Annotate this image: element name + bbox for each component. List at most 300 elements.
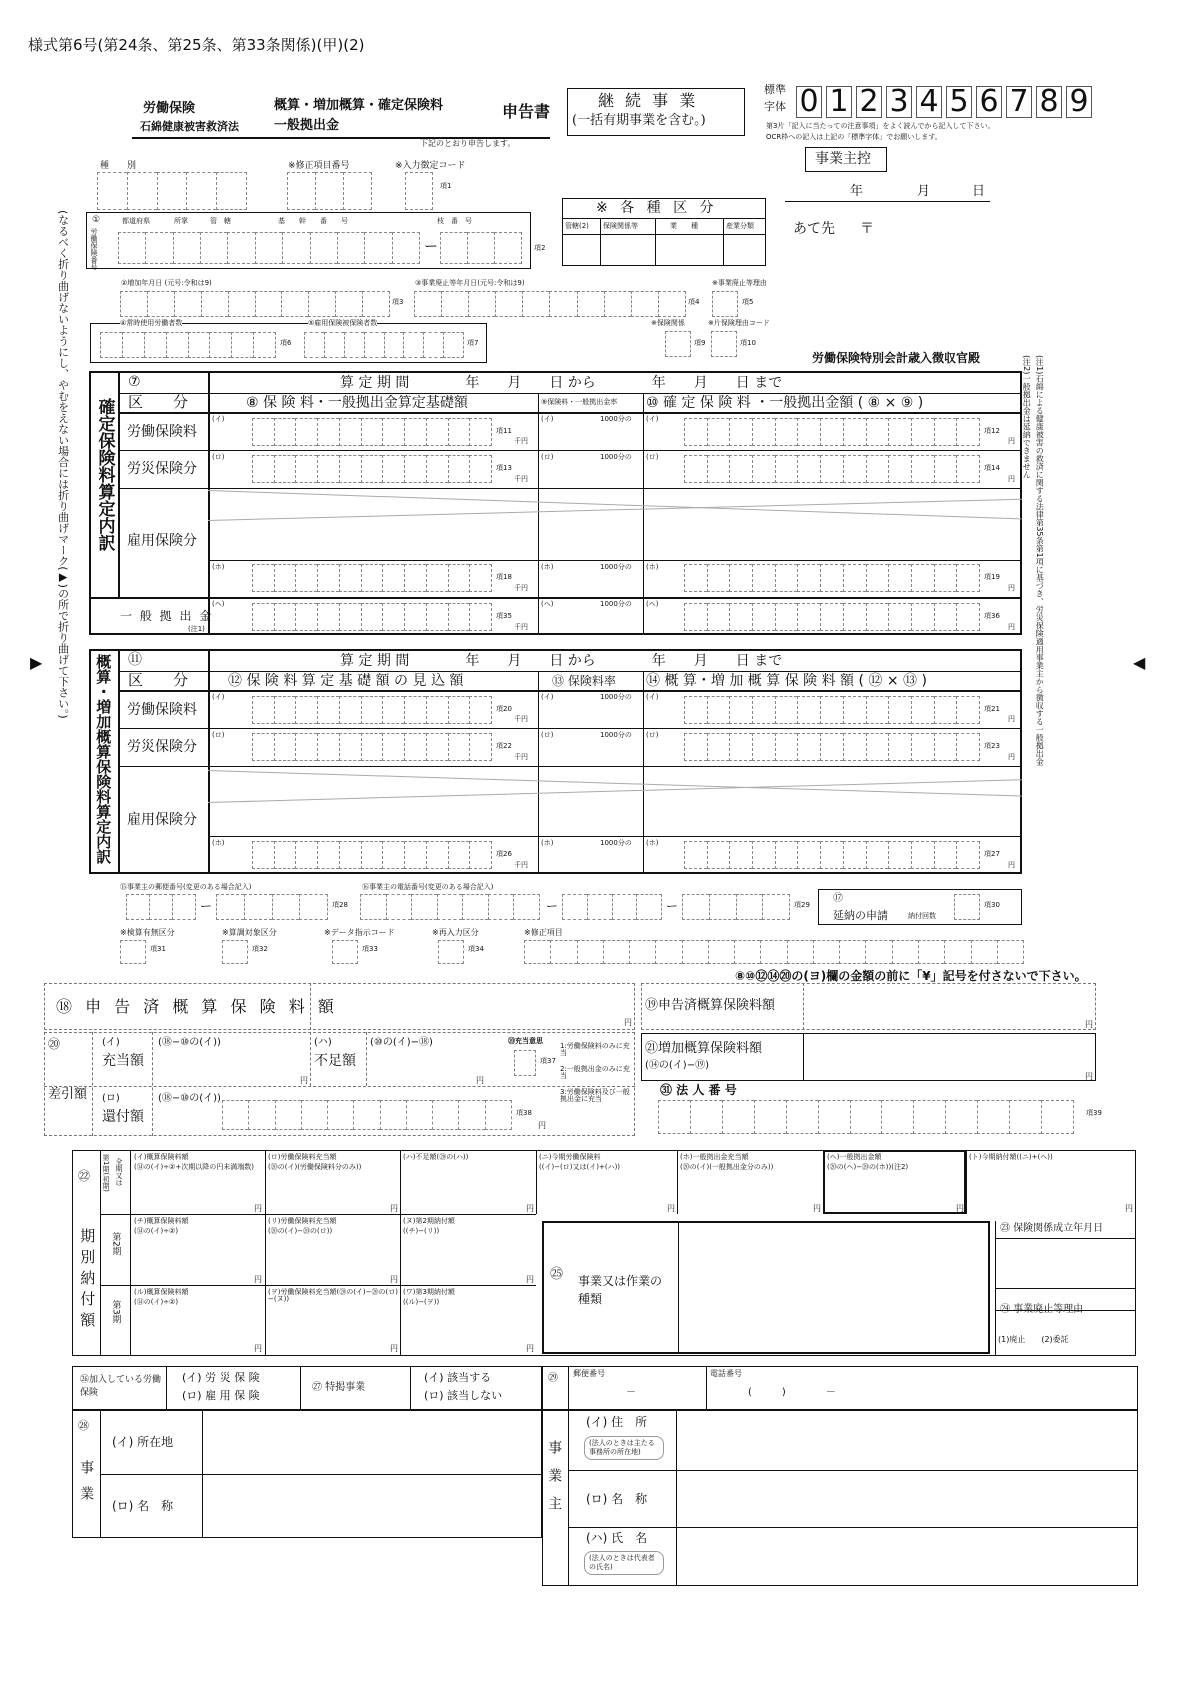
thousand-yen: 千円 [514,584,528,592]
workers-input[interactable] [100,332,276,358]
yen: 円 [667,1204,675,1213]
p1-col-1-title: (イ)概算保険料額 [134,1153,189,1161]
yen: 円 [526,1204,534,1213]
row-mark: (イ) [541,415,554,423]
std-digit: 6 [976,86,1002,118]
std-digit: 8 [1036,86,1062,118]
confirmed-col9: ⑨保険料・一般拠出金率 [541,398,618,406]
input-code-input[interactable] [405,172,433,210]
confirmed-base-input[interactable] [252,455,492,483]
rate-label: 1000分の [600,839,632,847]
header-submit-note: 下記のとおり申告します。 [420,139,516,148]
yen: 円 [1125,1204,1133,1213]
row-mark: (ヘ) [541,600,554,608]
item-5: 項5 [742,298,754,306]
item-34: 項34 [468,945,484,953]
row-mark: (ロ) [646,731,659,739]
row-mark: (ヘ) [212,600,225,608]
jur2-label: 管 轄 [210,217,231,225]
labor-no-label: 労働保険番号 [90,228,99,270]
header-type-2: 一般拠出金 [274,118,340,133]
item-33: 項33 [362,945,378,953]
corr-item-label: ※修正項目 [524,928,563,937]
confirmed-col7b: 区 分 [128,393,189,411]
insured-label: ⑤雇用保険被保険者数 [308,319,378,327]
cat-col-4: 産業分類 [726,222,754,230]
intent-opt-2: 2:一般拠出金のみに充当 [560,1065,630,1080]
data-code-input[interactable] [332,940,358,964]
std-digit: 0 [796,86,822,118]
row-mark: (ロ) [212,731,225,739]
input-code-label: ※入力徴定コード [395,161,466,171]
date-year: 年 [850,184,864,199]
item-label: 項11 [496,427,512,435]
item-1: 項1 [440,182,452,190]
thousand-yen: 千円 [514,475,528,483]
intent-input[interactable] [514,1050,536,1076]
correction-no-label: ※修正項目番号 [288,161,350,171]
item-31: 項31 [150,945,166,953]
estimated-base-input[interactable] [252,696,492,724]
cat-col-1: 管轄(2) [565,222,589,230]
p1-col-5-formula: (⑳の(イ)(一般拠出金分のみ)) [680,1163,774,1171]
p3-col-3-formula: ((ル)−(ヲ)) [403,1298,440,1306]
yen: 円 [390,1344,398,1353]
est-date-label: ㉓ 保険関係成立年月日 [1000,1223,1104,1234]
dash: ー [200,899,213,913]
item-label: 項36 [984,612,1000,620]
yen: 円 [624,1018,632,1027]
item-39: 項39 [1086,1109,1102,1117]
item-6: 項6 [280,339,292,347]
side-note-right-1: (注1)石綿による健康被害の救済に関する法律第35条第1項に基づき、労災保険適用事業主から徴収する一般拠出金 [1035,355,1045,766]
formula-ro: (⑱−⑩の(イ)) [158,1093,221,1104]
intent-label: ⑳充当意思 [508,1037,543,1045]
calc-target-input[interactable] [222,940,248,964]
estimated-period: 算 定 期 間 年 月 日 から 年 月 日 まで [340,653,783,669]
item-label: 項26 [496,850,512,858]
item-7: 項7 [467,339,479,347]
owner-label: 事業主 [546,1440,563,1524]
yen: 円 [538,1121,546,1130]
item-28: 項28 [332,901,348,909]
general-note: (注1) [188,625,205,633]
diff-no: ⑳ [48,1037,61,1051]
period3-label: 第3期 [110,1300,121,1324]
yen-note: ⑧⑩⑫⑭⑳の(ヨ)欄の金額の前に「¥」記号を付さないで下さい。 [735,969,1087,983]
owner-person-label: (ハ) 氏 名 [586,1531,648,1545]
estimated-title: 概算・増加概算保険料算定内訳 [94,654,113,864]
cat-col-3: 業 種 [670,222,698,230]
formula-ha: (⑩の(イ)−⑱) [370,1037,433,1048]
yen: 円 [1008,475,1015,483]
confirmed-amount-input[interactable] [684,418,980,446]
row-mark: (イ) [212,693,225,701]
declared19-label: ⑲申告済概算保険料額 [645,998,776,1013]
item-4: 項4 [688,298,700,306]
row-mark: (ロ) [212,453,225,461]
item-38: 項38 [516,1109,532,1117]
branch-no-input[interactable] [440,232,522,264]
row-mark: (ホ) [212,839,225,847]
joined-label[interactable]: ㉖加入している労働保険 [80,1375,162,1398]
installments-no: ㉒ [78,1169,91,1183]
name-label: (ロ) 名 称 [112,1499,174,1513]
yen: 円 [1008,437,1015,445]
p1-col-6-title: (ヘ)一般拠出金額 [827,1153,882,1161]
item-label: 項12 [984,427,1000,435]
closure-date-input[interactable] [414,291,686,317]
thousand-yen: 千円 [514,715,528,723]
jurisdiction-label: 所掌 [174,217,188,225]
item-2: 項2 [534,244,546,252]
yen: 円 [526,1344,534,1353]
item-10: 項10 [740,339,756,347]
estimated-col13: ⑬ 保険料率 [552,674,616,688]
p2-col-1-formula: (⑭の(イ)÷②) [134,1227,179,1235]
rate-label: 1000分の [600,600,632,608]
labor-no-circle: ① [92,215,101,225]
yen: 円 [1085,1072,1093,1081]
std-digit: 7 [1006,86,1032,118]
item-29: 項29 [794,901,810,909]
confirmed-row-label: 労災保険分 [127,461,197,477]
business-no: ㉘ [78,1419,89,1432]
std-digit: 4 [916,86,942,118]
business-type: 継 続 事 業 [598,91,699,110]
item-label: 項23 [984,742,1000,750]
p1-col-7-title: (ト)今期納付額((ニ)+(ヘ)) [969,1153,1053,1161]
general-amount-input[interactable] [684,603,980,631]
yen: 円 [476,1076,484,1085]
business-label: 事業 [78,1460,95,1512]
p1-col-1-formula: (⑭の(イ)÷②+次期以降の円未満端数) [134,1163,254,1171]
item-label: 項27 [984,850,1000,858]
postal-change-input-b[interactable] [216,894,328,920]
date-day: 日 [972,184,986,199]
postal-change-label: ⑮事業主の郵便番号(変更のある場合記入) [120,883,252,891]
corp-no-label: ㉛ 法 人 番 号 [660,1083,737,1097]
phone-mask: ( ) － [748,1387,836,1398]
applied-label: 充当額 [102,1053,144,1069]
yen: 円 [254,1275,262,1284]
special-opt-i[interactable]: (イ) 該当する [424,1371,492,1384]
postal-mark: 〒 [860,221,874,237]
item-37: 項37 [540,1057,556,1065]
p1-col-3-title: (ハ)不足額(⑳の(ハ)) [403,1153,469,1161]
confirmed-period: 算 定 期 間 年 月 日 から 年 月 日 まで [340,375,783,391]
increase21-formula: (⑭の(イ)−⑲) [645,1060,709,1071]
row-mark: (イ) [646,693,659,701]
estimated-base-input[interactable] [252,841,492,869]
thousand-yen: 千円 [514,753,528,761]
row-mark: (ホ) [541,563,554,571]
row-mark: (ホ) [646,563,659,571]
workers-label: ④常時使用労働者数 [120,319,183,327]
std-digit: 5 [946,86,972,118]
business-type-sub: (一括有期事業を含む。) [572,113,706,128]
special-label: ㉗ 特掲事業 [312,1382,366,1393]
estimated-col14: ⑭ 概 算・増 加 概 算 保 険 料 額 ( ⑫ × ⑬ ) [646,673,927,689]
row-mark: (ヘ) [646,600,659,608]
item-label: 項18 [496,573,512,581]
phone-change-input-c[interactable] [682,894,790,920]
shortage-label: 不足額 [314,1053,356,1069]
reinput-label: ※再入力区分 [432,928,479,937]
item-label: 項21 [984,705,1000,713]
header-type-1: 概算・増加概算・確定保険料 [274,98,444,113]
yen: 円 [1008,584,1015,592]
estimated-row-label: 労働保険料 [127,702,197,718]
kind-input[interactable] [97,172,247,210]
yen: 円 [813,1204,821,1213]
closure-reason-input[interactable] [712,291,738,317]
item-label: 項22 [496,742,512,750]
rate-label: 1000分の [600,453,632,461]
deferral-count: 納付回数 [908,912,936,920]
yen: 円 [390,1204,398,1213]
row-mark: (ホ) [541,839,554,847]
item-label: 項14 [984,464,1000,472]
std-digit: 1 [826,86,852,118]
p1-col-2-formula: (⑳の(イ)(労働保険料分のみ)) [268,1163,362,1171]
date-month: 月 [917,184,931,199]
p3-col-3-title: (ワ)第3期納付額 [403,1288,455,1296]
thousand-yen: 千円 [514,861,528,869]
estimated-amount-input[interactable] [684,841,980,869]
rate-label: 1000分の [600,731,632,739]
owner-addr-note: (法人のときは主たる事務所の所在地) [584,1436,664,1460]
std-label-2: 字体 [764,100,786,113]
item-label: 項35 [496,612,512,620]
yen: 円 [300,1076,308,1085]
declared-label: ⑱ 申 告 済 概 算 保 険 料 額 [56,997,338,1016]
category-title: ※ 各 種 区 分 [596,200,718,216]
row-mark: (イ) [541,693,554,701]
closure-label: ㉔ 事業廃止等理由 [1000,1304,1084,1315]
owner-person-note: (法人のときは代表者の氏名) [584,1551,664,1575]
p2-col-3-formula: ((チ)−(リ)) [403,1227,440,1235]
period1b-label: 全期又は [115,1158,124,1186]
calc-target-label: ※算調対象区分 [222,928,277,937]
audit-label: ※検算有無区分 [120,928,175,937]
confirmed-amount-input[interactable] [684,564,980,592]
postal-change-input-a[interactable] [126,894,196,920]
std-digit: 9 [1066,86,1092,118]
confirmed-amount-input[interactable] [684,455,980,483]
general-base-input[interactable] [252,603,492,631]
owner-addr-label: (イ) 住 所 [586,1415,648,1429]
single-code-input[interactable] [711,331,737,357]
rate-label: 1000分の [600,415,632,423]
p1-col-5-title: (ホ)一般拠出金充当額 [680,1153,749,1161]
dash: ー [546,899,559,913]
ins-rel-input[interactable] [665,331,691,357]
branch-no-label: 枝 番 号 [437,217,472,225]
p2-col-1-title: (チ)概算保険料額 [134,1217,189,1225]
increase-date-input[interactable] [120,291,390,317]
postal-mask: － [626,1387,636,1398]
item-label: 項20 [496,705,512,713]
kind-label: 種 別 [100,161,137,171]
increase-date-label: ②増加年月日 (元号:令和は9) [121,279,212,287]
insured-input[interactable] [304,332,464,358]
estimated-amount-input[interactable] [684,696,980,724]
confirmed-col10: ⑩ 確 定 保 険 料 ・一般拠出金額 ( ⑧ × ⑨ ) [646,395,924,411]
estimated-col11b: 区 分 [128,671,189,689]
thousand-yen: 千円 [514,437,528,445]
general-label: 一 般 拠 出 金 [120,609,214,623]
yen: 円 [390,1275,398,1284]
row-mark: (ホ) [646,839,659,847]
row-mark: (イ) [212,415,225,423]
side-note-right-2: (注2)一般拠出金は延納できません [1022,355,1032,479]
business-kind-label: 事業又は作業の種類 [578,1274,663,1306]
yen: 円 [956,1204,964,1213]
estimated-col11: ⑪ [128,652,142,668]
owner-copy: 事業主控 [815,151,871,167]
item-3: 項3 [392,298,404,306]
p1-col-6-formula: (⑳の(ヘ)−⑳の(ホ))(注2) [827,1163,909,1171]
confirmed-row-label: 雇用保険分 [127,533,197,549]
p3-col-2-title: (ヲ)労働保険料充当額(⑳の(イ)−⑳の(ロ)−(ヌ)) [268,1288,398,1303]
confirmed-row-label: 労働保険料 [127,424,197,440]
cat-col-2: 保険関係等 [603,222,638,230]
base-no-label: 基 幹 番 号 [278,217,348,225]
confirmed-col7: ⑦ [128,374,141,390]
closure-reason-label: ※事業廃止等理由 [712,279,767,287]
rate-label: 1000分の [600,563,632,571]
yen: 円 [1008,861,1015,869]
std-note-2: OCR枠への記入は上記の「標準字体」でお願いします。 [766,133,942,141]
fold-mark-right: ◀ [1133,653,1146,672]
item-label: 項13 [496,464,512,472]
p2-col-2-formula: (⑳の(イ)−⑳の(ロ)) [268,1227,333,1235]
owner-name-label: (ロ) 名 称 [586,1492,648,1506]
estimated-col12: ⑫ 保 険 料 算 定 基 礎 額 の 見 込 額 [228,673,464,689]
diff-label: 差引額 [48,1087,88,1102]
closure-options: (1)廃止 (2)委託 [998,1335,1069,1344]
form-title: 様式第6号(第24条、第25条、第33条関係)(甲)(2) [28,36,365,54]
p1-col-4-formula: ((イ)−(ロ)又は(イ)+(ハ)) [539,1163,621,1171]
audit-input[interactable] [120,940,146,964]
refund-input[interactable] [222,1100,512,1130]
joined-opt-i[interactable]: (イ) 労 災 保 険 [182,1371,260,1384]
intent-opt-1: 1:労働保険料のみに充当 [560,1042,630,1057]
std-note-1: 第3片「記入に当たっての注意事項」をよく読んでから記入して下さい。 [766,122,995,130]
item-30: 項30 [984,901,1000,909]
header-insurance-2: 石綿健康被害救済法 [140,120,239,133]
phone-change-input-b[interactable] [562,894,662,920]
corp-no-input[interactable] [658,1100,1074,1134]
item-32: 項32 [252,945,268,953]
row-mark: (ロ) [646,453,659,461]
dash: ー [666,899,679,913]
no29: ㉙ [548,1373,558,1384]
side-note-left: (なるべく折り曲げないようにし、やむをえない場合には折り曲げマーク(▶)の所で折り曲げて下さい。) [56,210,70,719]
phone-change-label: ⑯事業主の電話番号(変更のある場合記入) [362,883,494,891]
deferral-label: 延納の申請 [833,909,888,922]
labor-no-input[interactable] [118,232,420,264]
refund-label: 還付額 [102,1109,144,1125]
closure-date-label: ③事業廃止等年月日(元号:令和は9) [415,279,525,287]
yen: 円 [1008,623,1015,631]
yen: 円 [254,1344,262,1353]
std-digit: 3 [886,86,912,118]
estimated-amount-input[interactable] [684,733,980,761]
reinput-input[interactable] [438,940,464,964]
estimated-row-label: 労災保険分 [127,739,197,755]
fold-mark-left: ▶ [30,653,43,672]
refund-ro: (ロ) [102,1093,120,1104]
deferral-input[interactable] [954,894,980,920]
business-kind-no: ㉕ [550,1267,564,1282]
header-insurance-1: 労働保険 [143,101,196,116]
std-label-1: 標準 [764,83,786,96]
joined-opt-ro[interactable]: (ロ) 雇 用 保 険 [182,1389,260,1402]
refund-i: (イ) [102,1037,120,1048]
correction-no-input[interactable] [287,172,372,210]
intent-opt-3: 3:労働保険料及び一般拠出金に充当 [560,1088,630,1103]
confirmed-base-input[interactable] [252,418,492,446]
location-label: (イ) 所在地 [112,1435,174,1449]
p3-col-1-title: (ル)概算保険料額 [134,1288,189,1296]
pref-label: 都道府県 [122,217,150,225]
item-label: 項19 [984,573,1000,581]
confirmed-base-input[interactable] [252,564,492,592]
yen: 円 [1008,753,1015,761]
shortage-ha: (ハ) [314,1037,332,1048]
installments-title: 期別納付額 [78,1228,97,1333]
row-mark: (イ) [646,415,659,423]
postal-label: 郵便番号 [573,1369,605,1378]
formula-i: (⑱−⑩の(イ)) [158,1037,221,1048]
yen: 円 [254,1204,262,1213]
single-code-label: ※片保険理由コード [708,319,770,327]
estimated-row-label: 雇用保険分 [127,812,197,828]
std-digit: 2 [856,86,882,118]
ins-rel-label: ※保険関係 [651,319,685,327]
item-9: 項9 [694,339,706,347]
confirmed-col8: ⑧ 保 険 料・一般拠出金算定基礎額 [246,395,468,411]
corr-item-input[interactable] [524,940,1024,964]
special-opt-ro[interactable]: (ロ) 該当しない [424,1389,503,1402]
p1-col-2-title: (ロ)労働保険料充当額 [268,1153,337,1161]
period2-label: 第2期 [110,1232,121,1256]
confirmed-title: 確定保険料算定内訳 [94,398,115,551]
row-mark: (ロ) [541,453,554,461]
thousand-yen: 千円 [514,623,528,631]
rate-label: 1000分の [600,693,632,701]
p3-col-1-formula: (⑭の(イ)÷②) [134,1298,179,1306]
data-code-label: ※データ指示コード [324,928,395,937]
labor-no-dash: ー [424,239,438,255]
row-mark: (ロ) [541,731,554,739]
phone-label: 電話番号 [710,1369,742,1378]
row-mark: (ホ) [212,563,225,571]
deferral-no: ⑰ [833,893,843,904]
p2-col-3-title: (ヌ)第2期納付額 [403,1217,455,1225]
period1-label: 第1期(初期) [102,1154,111,1192]
receiver: 労働保険特別会計歳入徴収官殿 [812,351,981,365]
increase21-label: ㉑増加概算保険料額 [645,1041,763,1056]
address-to: あて先 [793,221,835,237]
phone-change-input-a[interactable] [360,894,540,920]
yen: 円 [1008,715,1015,723]
yen: 円 [1085,1020,1093,1029]
header-declaration: 申告書 [502,102,551,121]
estimated-base-input[interactable] [252,733,492,761]
